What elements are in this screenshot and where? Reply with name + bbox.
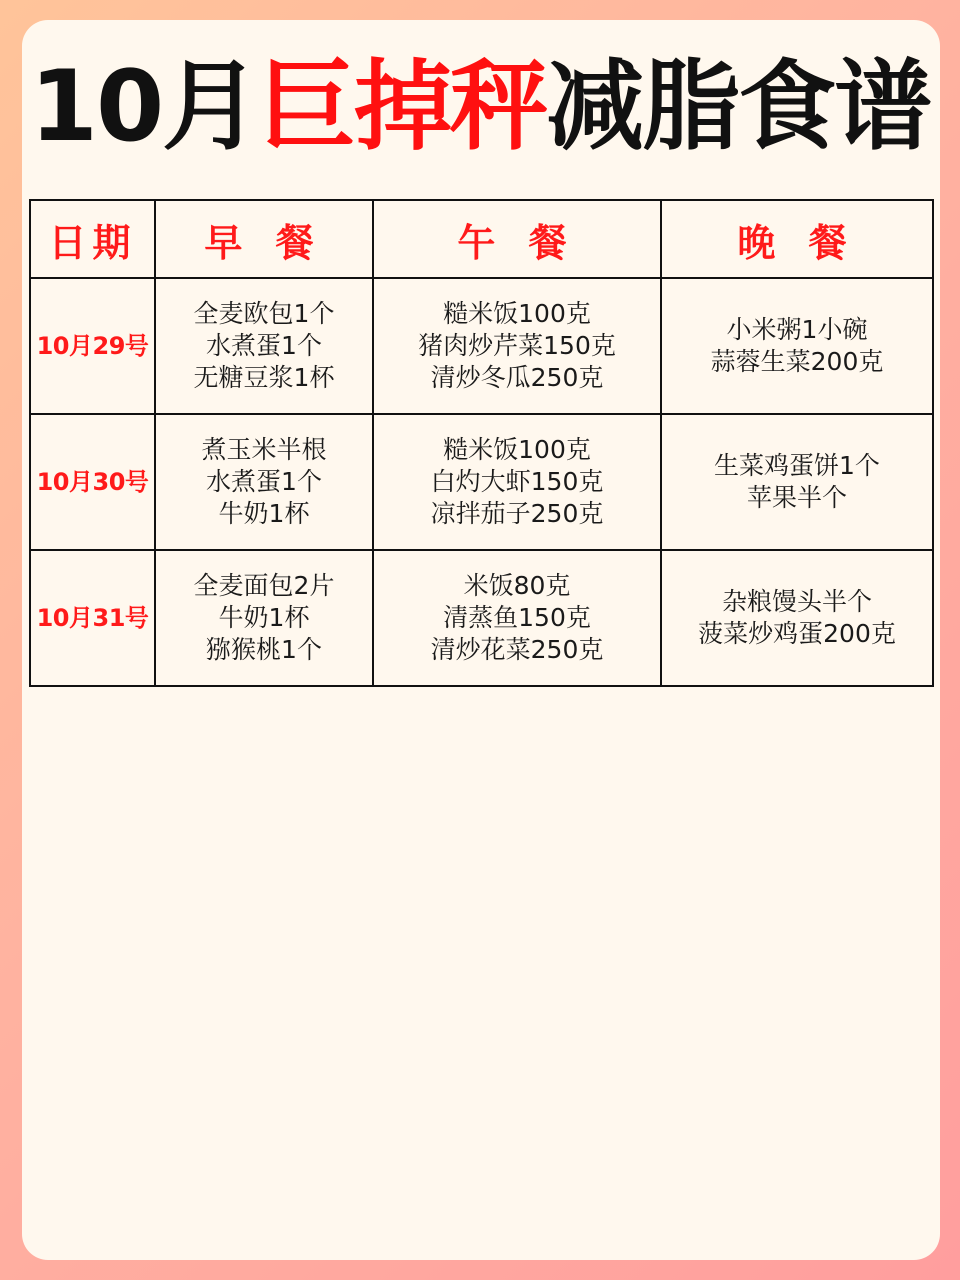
header-date: 日期 [30,200,155,278]
breakfast-cell [155,278,373,414]
meal-item: 牛奶1杯 [218,603,310,632]
meal-item: 蒜蓉生菜200克 [710,347,884,376]
title-prefix: 10月 [29,50,259,164]
table-row [30,550,933,686]
date-cell: 10月30号 [30,414,155,550]
meal-item: 小米粥1小碗 [726,315,868,344]
header-lunch: 午 餐 [373,200,661,278]
meal-item: 全麦欧包1个 [193,299,335,328]
dinner-cell [661,414,933,550]
header-breakfast: 早 餐 [155,200,373,278]
meal-item: 无糖豆浆1杯 [193,363,335,392]
meal-item: 凉拌茄子250克 [430,499,604,528]
lunch-cell [373,550,661,686]
meal-item: 杂粮馒头半个 [721,587,872,616]
table-row [30,414,933,550]
meal-item: 白灼大虾150克 [430,467,604,496]
date-cell: 10月31号 [30,550,155,686]
meal-item: 菠菜炒鸡蛋200克 [698,619,896,648]
meal-item: 水煮蛋1个 [206,331,322,360]
meal-item: 清炒冬瓜250克 [430,363,604,392]
dinner-cell [661,278,933,414]
meal-item: 清炒花菜250克 [430,635,604,664]
table-row [30,278,933,414]
page-title [0,52,960,162]
meal-item: 清蒸鱼150克 [443,603,591,632]
breakfast-cell [155,550,373,686]
meal-item: 牛奶1杯 [218,499,310,528]
lunch-cell [373,414,661,550]
meal-item: 生菜鸡蛋饼1个 [714,451,880,480]
meal-item: 糙米饭100克 [443,299,591,328]
meal-item: 猕猴桃1个 [206,635,322,664]
meal-item: 苹果半个 [746,483,847,512]
header-dinner: 晚 餐 [661,200,933,278]
breakfast-cell [155,414,373,550]
meal-item: 米饭80克 [463,571,571,600]
meal-plan-table [29,199,934,687]
meal-item: 煮玉米半根 [201,435,327,464]
lunch-cell [373,278,661,414]
table-header-row [30,200,933,278]
meal-item: 糙米饭100克 [443,435,591,464]
meal-item: 猪肉炒芹菜150克 [418,331,616,360]
title-highlight: 巨掉秤 [258,50,547,164]
dinner-cell [661,550,933,686]
title-suffix: 减脂食谱 [546,50,931,164]
meal-item: 水煮蛋1个 [206,467,322,496]
date-cell: 10月29号 [30,278,155,414]
meal-item: 全麦面包2片 [193,571,335,600]
